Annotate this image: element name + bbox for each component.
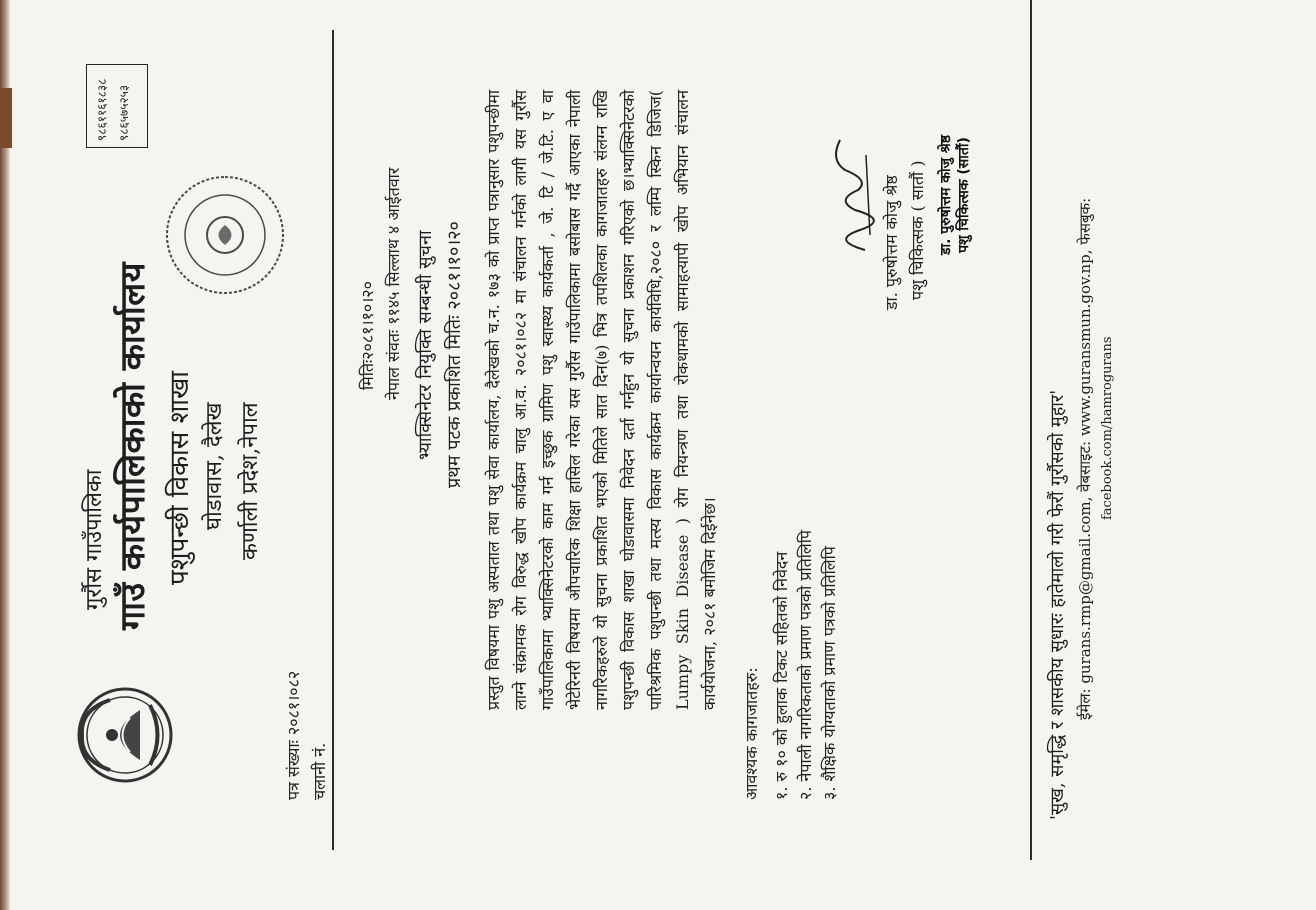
notice-subtitle: प्रथम पटक प्रकाशित मितिः २०८१।१०।२० — [444, 221, 465, 488]
footer-social: facebook.com/hamrogurans — [1100, 336, 1115, 520]
list-item: २. नेपाली नागरिकताको प्रमाण पत्रको प्रतिलिपि — [796, 530, 815, 800]
notice-body: प्रस्तुत विषयमा पशु अस्पताल तथा पशु सेवा कार्यालय, दैलेखको च.न. १७३ को प्राप्त पत्रानुसार पशुपन्छीमा लाग्ने संक्रामक रोग विरुद्ध खोप कार्यक्रम चालु आ.व. २०८१।०८२ मा संचालन गर्नको लागी यस गुर्रौस गाउँपालिकामा भ्याक्सिनेटरको काम गर्न इच्छुक ग्रामिण पशु स्वास्थ्य कार्यकर्ता , जे. टि / जे.टि. ए वा भेटेरिनरी विषयमा औपचारिक शिक्षा हासिल गरेका यस गुर्रौस गाउँपालिकामा बसोबास गर्दै आएका नेपाली नागरिकहरुले यो सुचना प्रकाशित भएको मितिले सात दिन(७) भित्र तपशिलका कागजातहरु संलग्न राखि पशुपन्छी विकास शाखा घोडावासमा निवेदन दर्ता गर्नहुन यो सुचना प्रकाशन गरिएको छ।भ्याक्सिनेटरको पारिश्रमिक पशुपन्छी तथा मत्स्य विकास कार्यक्रम कार्यान्वयन कार्यविधि,२०८० र लम्पि स्किन डिजिज( Lumpy Skin Disease ) रोग नियन्त्रण तथा रोकथामको सामाहत्यापी खोप अभियान संचालन कार्ययोजना, २०८१ बमोजिम दिईनेछ। — [484, 89, 719, 710]
letter-number: पत्र संख्याः २०८१।०८२ — [284, 670, 303, 800]
list-item: ३. शैक्षिक योग्यताको प्रमाण पत्रको प्रतिलिपि — [820, 546, 839, 800]
phone-number: ९८६५७५२५३ — [117, 84, 131, 141]
notice-title: भ्याक्सिनेटर नियुक्ति सम्बन्धी सुचना — [415, 230, 436, 460]
phone-number: ९८६११६१८३८ — [95, 78, 109, 141]
requirements-heading: आवश्यक कागजातहरु: — [742, 667, 761, 800]
stamp-line-2: पशु चिकित्सक (सातौं) — [956, 137, 972, 253]
nepal-samvat-date: नेपाल संवतः ११४५ सिल्लाथ ४ आईतवार — [384, 167, 403, 400]
list-item: १. रु १० को हुलाक टिकट सहितको निवेदन — [772, 551, 791, 800]
footer-contact: ईमेल: gurans.rmp@gmail.com, वेबसाइट: www.guransmun.gov.np, फेसबुक: — [1076, 197, 1094, 720]
footer-divider — [1030, 0, 1032, 860]
phone-box — [86, 64, 148, 148]
dispatch-number: चलानी नं. — [310, 742, 329, 800]
signatory-stamp — [937, 130, 973, 260]
stamp-line-1: डा. पुरुषोत्तम कोजु श्रेष्ठ — [938, 134, 954, 256]
signatory-title: पशु चिकित्सक ( सातौं ) — [908, 160, 927, 300]
handwritten-signature — [820, 135, 880, 255]
office-seal-stamp — [160, 170, 290, 300]
branch-name: पशुपन्छी विकास शाखा — [165, 370, 195, 585]
address-line-1: घोडावास, दैलेख — [202, 402, 227, 530]
letter-date: मितिः२०८१।१०।२० — [358, 281, 377, 390]
requirements-list — [770, 530, 842, 800]
header-divider — [332, 30, 334, 850]
footer-motto: 'सुख, समृद्धि र शासकीय सुधारः हातेमालो गरी फेरौं गुर्रौसको मुहार' — [1047, 389, 1068, 820]
office-name: गाउँ कार्यपालिकाको कार्यालय — [113, 262, 153, 630]
signatory-name: डा. पुरुषोत्तम कोजु श्रेष्ठ — [882, 175, 901, 310]
municipality-name: गुर्रौस गाउँपालिका — [82, 469, 107, 610]
address-line-2: कर्णाली प्रदेश,नेपाल — [238, 402, 263, 560]
municipality-logo — [70, 680, 180, 790]
